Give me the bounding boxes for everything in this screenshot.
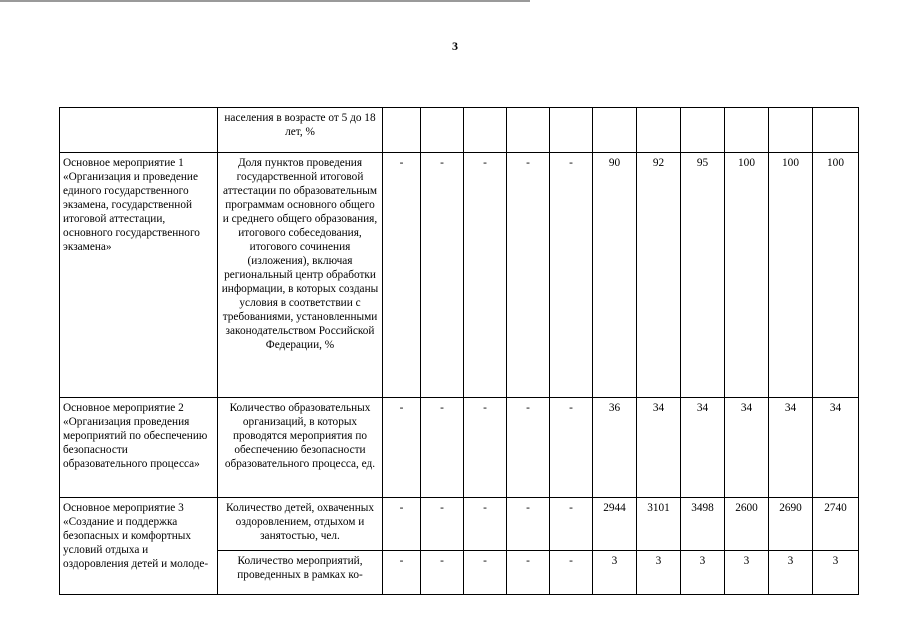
value-cell: [725, 108, 769, 153]
value-cell: -: [421, 398, 464, 498]
activity-name-cell: [60, 108, 218, 153]
value-cell: 3: [681, 551, 725, 595]
top-rule: [0, 0, 530, 2]
value-cell: [464, 108, 507, 153]
activity-name-cell: Основное мероприятие 1 «Организация и проведение единого государственного экзамена, государственной итоговой аттестации, основного государственного экзамена»: [60, 153, 218, 398]
value-cell: -: [550, 398, 593, 498]
value-cell: 2740: [813, 498, 859, 551]
value-cell: -: [507, 498, 550, 551]
indicator-cell: населения в возрасте от 5 до 18 лет, %: [218, 108, 383, 153]
value-cell: [550, 108, 593, 153]
indicator-cell: Количество мероприятий, проведенных в рамках ко-: [218, 551, 383, 595]
value-cell: 95: [681, 153, 725, 398]
value-cell: -: [550, 498, 593, 551]
indicator-cell: Количество детей, охваченных оздоровлением, отдыхом и занятостью, чел.: [218, 498, 383, 551]
value-cell: 36: [593, 398, 637, 498]
value-cell: -: [383, 153, 421, 398]
value-cell: -: [507, 551, 550, 595]
indicator-cell: Количество образовательных организаций, в которых проводятся мероприятия по обеспечению безопасности образовательного процесса, ед.: [218, 398, 383, 498]
value-cell: [593, 108, 637, 153]
value-cell: -: [464, 551, 507, 595]
value-cell: -: [383, 398, 421, 498]
value-cell: 100: [769, 153, 813, 398]
value-cell: 3: [637, 551, 681, 595]
value-cell: 34: [725, 398, 769, 498]
value-cell: 34: [769, 398, 813, 498]
value-cell: 2944: [593, 498, 637, 551]
value-cell: 3498: [681, 498, 725, 551]
value-cell: -: [421, 551, 464, 595]
value-cell: [421, 108, 464, 153]
value-cell: [681, 108, 725, 153]
table-row: [60, 398, 859, 498]
value-cell: -: [421, 498, 464, 551]
value-cell: -: [550, 153, 593, 398]
activity-name-cell: Основное мероприятие 3 «Создание и поддержка безопасных и комфортных условий отдыха и оздоровления детей и молоде-: [60, 498, 218, 595]
value-cell: -: [507, 398, 550, 498]
value-cell: 3: [769, 551, 813, 595]
value-cell: -: [464, 498, 507, 551]
value-cell: 90: [593, 153, 637, 398]
value-cell: -: [464, 398, 507, 498]
indicator-cell: Доля пунктов проведения государственной итоговой аттестации по образовательным программам основного общего и среднего общего образования, итогового собеседования, итогового сочинения (изложения), включая региональный центр обработки информации, в которых созданы условия в соответствии с требованиями, установленными законодательством Российской Федерации, %: [218, 153, 383, 398]
value-cell: -: [421, 153, 464, 398]
value-cell: 2600: [725, 498, 769, 551]
table-row: [60, 108, 859, 153]
value-cell: 92: [637, 153, 681, 398]
value-cell: [769, 108, 813, 153]
table-row: [60, 153, 859, 398]
activity-name-cell: Основное мероприятие 2 «Организация проведения мероприятий по обеспечению безопасности образовательного процесса»: [60, 398, 218, 498]
value-cell: 34: [637, 398, 681, 498]
value-cell: -: [550, 551, 593, 595]
value-cell: 3: [593, 551, 637, 595]
table-row: [60, 498, 859, 551]
value-cell: [813, 108, 859, 153]
value-cell: [507, 108, 550, 153]
page-number: 3: [452, 39, 458, 53]
value-cell: -: [383, 551, 421, 595]
value-cell: 100: [813, 153, 859, 398]
value-cell: [637, 108, 681, 153]
value-cell: 2690: [769, 498, 813, 551]
value-cell: 3: [725, 551, 769, 595]
value-cell: -: [383, 498, 421, 551]
value-cell: -: [464, 153, 507, 398]
value-cell: 34: [813, 398, 859, 498]
value-cell: 3101: [637, 498, 681, 551]
value-cell: -: [507, 153, 550, 398]
value-cell: 34: [681, 398, 725, 498]
value-cell: 3: [813, 551, 859, 595]
value-cell: 100: [725, 153, 769, 398]
indicators-table: [59, 107, 859, 595]
value-cell: [383, 108, 421, 153]
